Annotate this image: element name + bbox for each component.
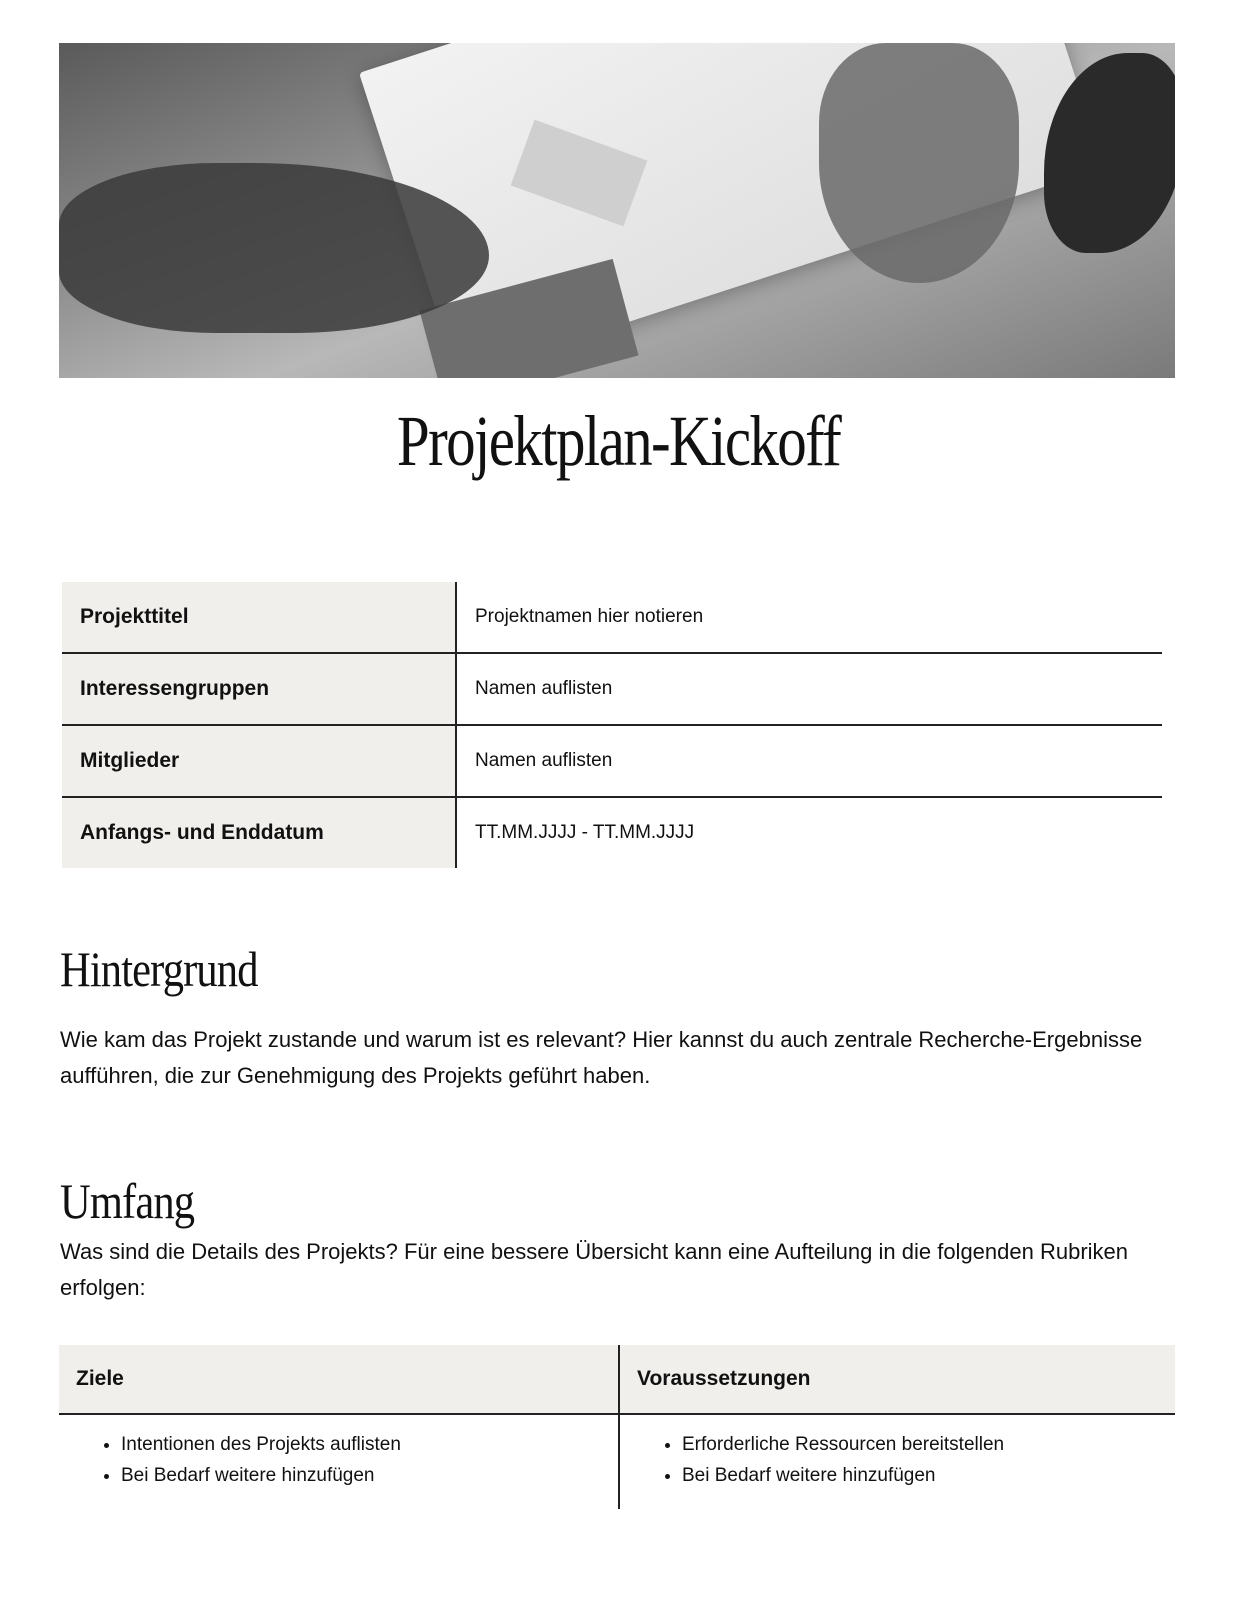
scope-header-row bbox=[59, 1345, 1175, 1414]
section-heading-hintergrund: Hintergrund bbox=[60, 941, 258, 997]
table-row bbox=[62, 725, 1162, 797]
voraussetzungen-cell bbox=[619, 1414, 1175, 1509]
scope-table bbox=[59, 1345, 1175, 1509]
row-label: Mitglieder bbox=[62, 725, 456, 797]
table-row bbox=[62, 797, 1162, 868]
list-item[interactable]: • Bei Bedarf weitere hinzufügen bbox=[682, 1460, 1158, 1491]
column-header-ziele: Ziele bbox=[59, 1345, 619, 1414]
row-value[interactable]: Namen auflisten bbox=[456, 725, 1162, 797]
list-item[interactable]: • Bei Bedarf weitere hinzufügen bbox=[121, 1460, 601, 1491]
list-item[interactable]: • Intentionen des Projekts auflisten bbox=[121, 1429, 601, 1460]
ziele-cell bbox=[59, 1414, 619, 1509]
table-row bbox=[62, 582, 1162, 653]
section-text-hintergrund: Wie kam das Projekt zustande und warum ist es relevant? Hier kannst du auch zentrale Recherche-Ergebnisse aufführen, die zur Genehmigung des Projekts geführt haben. bbox=[60, 1027, 1143, 1088]
section-heading-umfang: Umfang bbox=[60, 1173, 195, 1229]
project-info-table bbox=[62, 582, 1162, 868]
row-value[interactable]: TT.MM.JJJJ - TT.MM.JJJJ bbox=[475, 822, 695, 843]
row-value[interactable]: Namen auflisten bbox=[456, 653, 1162, 725]
ziele-list bbox=[76, 1429, 601, 1491]
row-value[interactable]: Projektnamen hier notieren bbox=[456, 582, 1162, 653]
voraussetzungen-list bbox=[637, 1429, 1158, 1491]
row-label: Projekttitel bbox=[62, 582, 456, 653]
row-label: Interessengruppen bbox=[62, 653, 456, 725]
hero-image bbox=[59, 43, 1175, 378]
right-hand-shape bbox=[819, 43, 1019, 283]
section-text-umfang: Was sind die Details des Projekts? Für eine bessere Übersicht kann eine Aufteilung in die folgenden Rubriken erfolgen: bbox=[60, 1239, 1129, 1300]
page-title: Projektplan-Kickoff bbox=[396, 401, 841, 481]
column-header-voraussetzungen: Voraussetzungen bbox=[619, 1345, 1175, 1414]
row-label: Anfangs- und Enddatum bbox=[62, 797, 456, 868]
list-item[interactable]: • Erforderliche Ressourcen bereitstellen bbox=[682, 1429, 1158, 1460]
scope-body-row bbox=[59, 1414, 1175, 1509]
table-row bbox=[62, 653, 1162, 725]
